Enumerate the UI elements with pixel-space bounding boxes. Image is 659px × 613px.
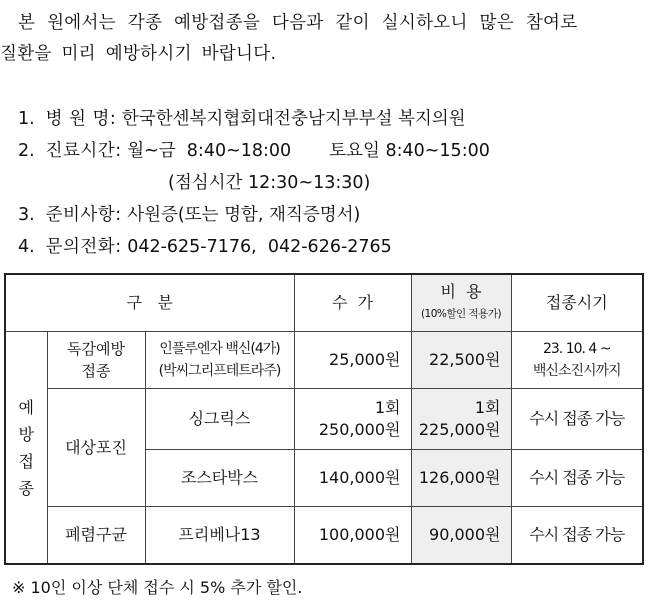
- table-row: [5, 507, 643, 565]
- header-period: 접종시기: [511, 274, 643, 332]
- intro-line-1: 본 원에서는 각종 예방접종을 다음과 같이 실시하오니 많은 참여로: [18, 13, 578, 33]
- vaccine-price: 25,000원: [294, 332, 411, 389]
- info-number: 3.: [18, 205, 35, 225]
- vaccine-type: 대상포진: [47, 389, 145, 507]
- info-item-phone: [18, 231, 490, 263]
- info-number: 1.: [18, 109, 35, 129]
- header-price: 수 가: [294, 274, 411, 332]
- vaccine-cost: 126,000원: [411, 450, 511, 507]
- info-label: 문의전화:: [45, 237, 122, 257]
- header-category: 구 분: [5, 274, 294, 332]
- info-label: 병 원 명:: [45, 109, 117, 129]
- info-item-lunch: (점심시간 12:30~13:30): [168, 173, 371, 193]
- info-item-hours: [18, 135, 490, 167]
- vaccine-cost: 90,000원: [411, 507, 511, 565]
- info-value: 042-625-7176, 042-626-2765: [127, 237, 392, 257]
- vaccine-price: 100,000원: [294, 507, 411, 565]
- group-label-vaccination: [5, 332, 47, 565]
- intro-line-2: 질환을 미리 예방하시기 바랍니다.: [0, 44, 277, 64]
- header-cost: [411, 274, 511, 332]
- info-label: 진료시간:: [45, 141, 122, 161]
- vaccination-table: [4, 273, 644, 565]
- clinic-info-list: [18, 103, 490, 263]
- info-item-requirements: [18, 199, 490, 231]
- vaccine-period: 수시 접종 가능: [511, 389, 643, 450]
- vaccine-cost: 1회 225,000원: [411, 389, 511, 450]
- group-label-char: 예: [18, 397, 34, 417]
- info-label: 준비사항:: [45, 205, 122, 225]
- vaccine-name: 조스타박스: [145, 450, 294, 507]
- vaccine-name: 프리베나13: [145, 507, 294, 565]
- info-value-weekday: 월~금 8:40~18:00: [127, 141, 292, 161]
- intro-paragraph: [0, 8, 659, 70]
- info-value-saturday: 토요일 8:40~15:00: [329, 141, 490, 161]
- info-number: 2.: [18, 141, 35, 161]
- vaccine-price: 1회 250,000원: [294, 389, 411, 450]
- vaccine-period: 23. 10. 4 ~ 백신소진시까지: [511, 332, 643, 389]
- vaccine-period: 수시 접종 가능: [511, 507, 643, 565]
- info-value: 사원증(또는 명함, 재직증명서): [127, 205, 361, 225]
- group-label-char: 종: [18, 478, 34, 498]
- header-cost-note: (10%할인 적용가): [420, 308, 502, 320]
- group-label-char: 접: [18, 451, 34, 471]
- table-row: [5, 389, 643, 450]
- info-value: 한국한센복지협회대전충남지부부설 복지의원: [121, 109, 466, 129]
- info-item-clinic-name: [18, 103, 490, 135]
- vaccine-type: 독감예방 접종: [47, 332, 145, 389]
- vaccine-name: 인플루엔자 백신(4가) (박씨그리프테트라주): [145, 332, 294, 389]
- vaccine-cost: 22,500원: [411, 332, 511, 389]
- vaccine-period: 수시 접종 가능: [511, 450, 643, 507]
- group-label-char: 방: [18, 424, 34, 444]
- vaccine-name: 싱그릭스: [145, 389, 294, 450]
- table-row: [5, 332, 643, 389]
- vaccine-price: 140,000원: [294, 450, 411, 507]
- info-number: 4.: [18, 237, 35, 257]
- vaccine-type: 폐렴구균: [47, 507, 145, 565]
- table-header-row: [5, 274, 643, 332]
- header-cost-label: 비 용: [440, 282, 482, 301]
- discount-note: ※ 10인 이상 단체 접수 시 5% 추가 할인.: [12, 578, 303, 597]
